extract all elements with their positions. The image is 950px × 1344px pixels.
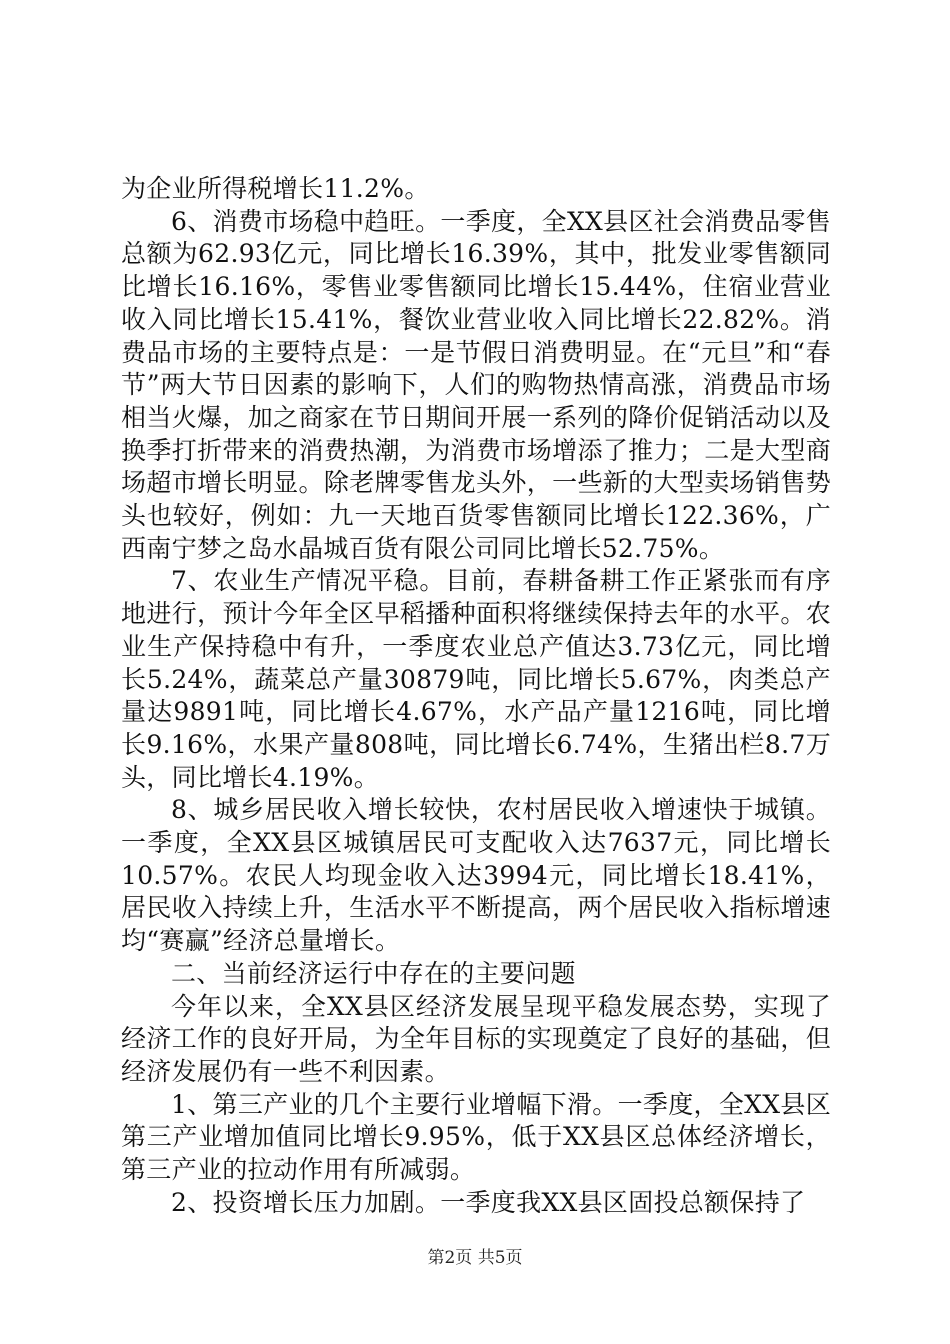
- paragraph-tertiary-industry: 1、第三产业的几个主要行业增幅下滑。一季度，全XX县区第三产业增加值同比增长9.95%，低于XX县区总体经济增长，第三产业的拉动作用有所减弱。: [121, 1089, 831, 1185]
- paragraph-resident-income: 8、城乡居民收入增长较快，农村居民收入增速快于城镇。一季度，全XX县区城镇居民可支配收入达7637元，同比增长10.57%。农民人均现金收入达3994元，同比增长18.41%，居民收入持续上升，生活水平不断提高，两个居民收入指标增速均“赛赢”经济总量增长。: [121, 795, 831, 956]
- page-number-footer: 第2页 共5页: [427, 1248, 523, 1268]
- paragraph-agriculture: 7、农业生产情况平稳。目前，春耕备耕工作正紧张而有序地进行，预计今年全区早稻播种面积将继续保持去年的水平。农业生产保持稳中有升，一季度农业总产值达3.73亿元，同比增长5.24%，蔬菜总产量30879吨，同比增长5.67%，肉类总产量达9891吨，同比增长4.67%，水产品产量1216吨，同比增长9.16%，水果产量808吨，同比增长6.74%，生猪出栏8.7万头，同比增长4.19%。: [121, 566, 831, 792]
- paragraph-investment: 2、投资增长压力加剧。一季度我XX县区固投总额保持了: [171, 1187, 806, 1217]
- paragraph-overview: 今年以来，全XX县区经济发展呈现平稳发展态势，实现了经济工作的良好开局，为全年目标的实现奠定了良好的基础，但经济发展仍有一些不利因素。: [121, 991, 831, 1086]
- document-body: [121, 173, 831, 1220]
- paragraph-consumer-market: 6、消费市场稳中趋旺。一季度，全XX县区社会消费品零售总额为62.93亿元，同比增长16.39%，其中，批发业零售额同比增长16.16%，零售业零售额同比增长15.44%，住宿业营业收入同比增长15.41%，餐饮业营业收入同比增长22.82%。消费品市场的主要特点是：一是节假日消费明显。在“元旦”和“春节”两大节日因素的影响下，人们的购物热情高涨，消费品市场相当火爆，加之商家在节日期间开展一系列的降价促销活动以及换季打折带来的消费热潮，为消费市场增添了推力；二是大型商场超市增长明显。除老牌零售龙头外，一些新的大型卖场销售势头也较好，例如：九一天地百货零售额同比增长122.36%，广西南宁梦之岛水晶城百货有限公司同比增长52.75%。: [121, 206, 831, 563]
- paragraph-continuation: 为企业所得税增长11.2%。: [121, 174, 430, 203]
- section-heading-main-problems: 二、当前经济运行中存在的主要问题: [171, 958, 576, 988]
